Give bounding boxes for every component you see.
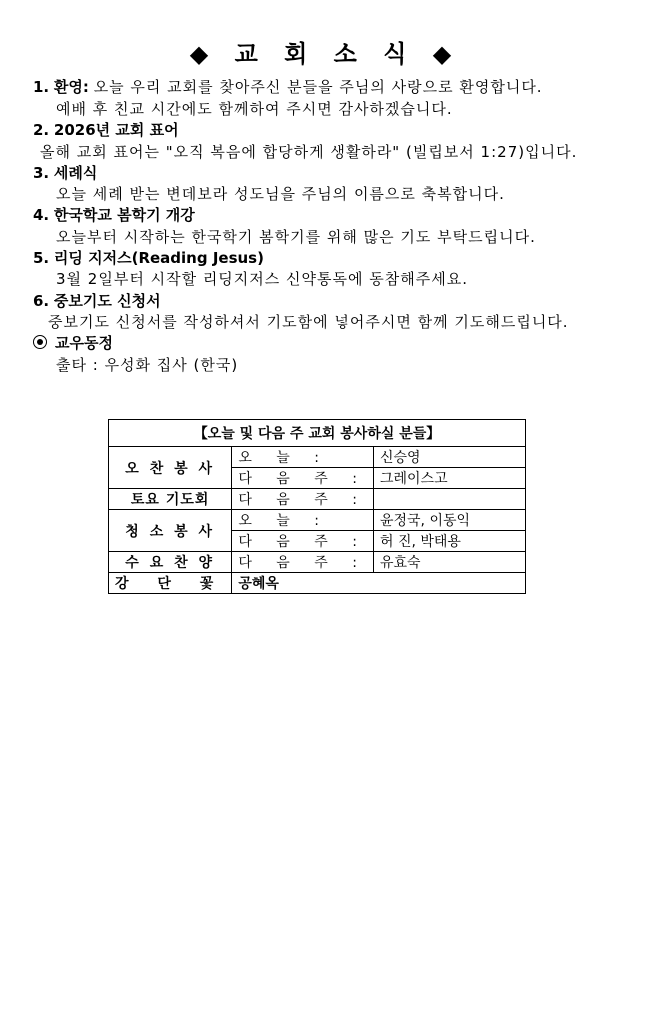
item-heading: 세례식 xyxy=(53,164,98,182)
volunteer-name: 공혜옥 xyxy=(232,573,526,594)
today-label: 오 늘 : xyxy=(232,447,374,468)
news-item-korean-school xyxy=(33,205,195,226)
item-heading: 리딩 지저스(Reading Jesus) xyxy=(53,249,264,267)
page-title: ◆ 교 회 소 식 ◆ xyxy=(189,40,461,68)
next-week-label: 다 음 주 : xyxy=(232,489,374,510)
members-news xyxy=(33,333,113,354)
members-news-heading: 교우동정 xyxy=(55,334,113,352)
item-text-line: 오늘 세례 받는 변데보라 성도님을 주님의 이름으로 축복합니다. xyxy=(56,185,505,203)
table-row xyxy=(109,552,526,573)
row-label: 오 찬 봉 사 xyxy=(109,447,232,489)
item-number: 1. xyxy=(33,78,50,96)
item-text-line: 중보기도 신청서를 작성하셔서 기도함에 넣어주시면 함께 기도해드립니다. xyxy=(48,313,569,331)
item-heading: 중보기도 신청서 xyxy=(53,292,161,310)
news-item-motto xyxy=(33,120,179,141)
row-label: 청 소 봉 사 xyxy=(109,510,232,552)
next-week-label: 다 음 주 : xyxy=(232,468,374,489)
next-week-label: 다 음 주 : xyxy=(232,531,374,552)
item-number: 2. xyxy=(33,121,50,139)
table-row xyxy=(109,489,526,510)
volunteer-name xyxy=(373,489,525,510)
volunteer-name: 허 진, 박태용 xyxy=(373,531,525,552)
volunteer-name: 윤정국, 이동익 xyxy=(373,510,525,531)
next-week-label: 다 음 주 : xyxy=(232,552,374,573)
news-item-reading-jesus xyxy=(33,248,264,269)
item-number: 6. xyxy=(33,292,50,310)
service-table-title: 【오늘 및 다음 주 교회 봉사하실 분들】 xyxy=(109,420,526,447)
row-label: 강 단 꽃 xyxy=(109,573,232,594)
item-text-line: 올해 교회 표어는 "오직 복음에 합당하게 생활하라" (빌립보서 1:27)입니다. xyxy=(40,143,578,161)
item-text-line: 오늘부터 시작하는 한국학기 봄학기를 위해 많은 기도 부탁드립니다. xyxy=(56,228,536,246)
today-label: 오 늘 : xyxy=(232,510,374,531)
row-label: 수 요 찬 양 xyxy=(109,552,232,573)
members-news-text: 출타 : 우성화 집사 (한국) xyxy=(56,356,239,374)
volunteer-name: 유효숙 xyxy=(373,552,525,573)
radio-bullet-icon xyxy=(33,335,47,349)
news-item-baptism xyxy=(33,163,97,184)
item-heading: 2026년 교회 표어 xyxy=(53,121,179,139)
table-row xyxy=(109,447,526,468)
item-number: 5. xyxy=(33,249,50,267)
item-number: 4. xyxy=(33,206,50,224)
service-table xyxy=(108,419,526,594)
item-text-line: 예배 후 친교 시간에도 함께하여 주시면 감사하겠습니다. xyxy=(56,100,453,118)
item-heading: 환영: xyxy=(53,78,89,96)
table-row xyxy=(109,573,526,594)
item-text-line: 3월 2일부터 시작할 리딩지저스 신약통독에 동참해주세요. xyxy=(56,270,468,288)
volunteer-name: 그레이스고 xyxy=(373,468,525,489)
news-item-prayer-request xyxy=(33,291,161,312)
table-row xyxy=(109,510,526,531)
item-heading: 한국학교 봄학기 개강 xyxy=(53,206,195,224)
item-number: 3. xyxy=(33,164,50,182)
news-item-welcome xyxy=(33,77,543,98)
item-text: 오늘 우리 교회를 찾아주신 분들을 주님의 사랑으로 환영합니다. xyxy=(93,78,543,96)
volunteer-name: 신승영 xyxy=(373,447,525,468)
row-label: 토요 기도회 xyxy=(109,489,232,510)
